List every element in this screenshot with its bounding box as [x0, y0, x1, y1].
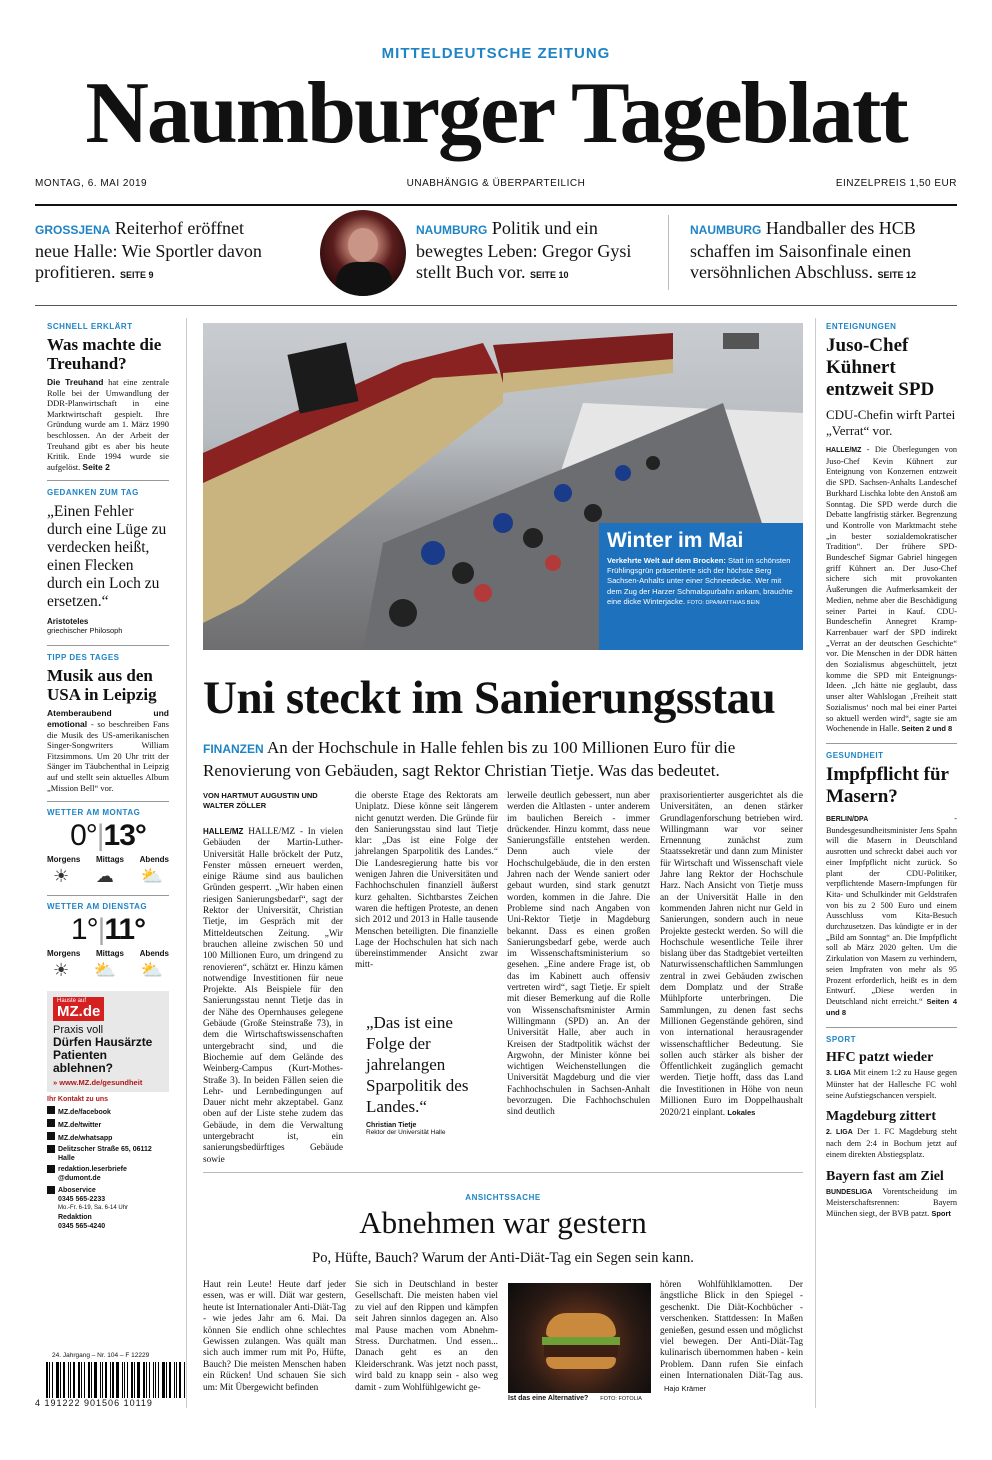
teaser-text: Reiterhof eröffnet neue Halle: Wie Sportler davon profitieren. — [35, 218, 262, 282]
partly-cloudy-icon: ⛅ — [93, 960, 117, 981]
teaser-1[interactable] — [35, 218, 275, 286]
issue-info: 24. Jahrgang – Nr. 104 – F 12229 — [52, 1352, 150, 1359]
opinion-c2-text: Sie sich in Deutschland in bester Gesellschaft. Die meisten haben viel zu viel auf den Rippen und kämpfen seit Jahren sinnlos dagegen an. Also mal Pause machen vom Abnehm-Stress. Durchatmen. Und essen... Danach geht es an den Kleiderschrank. Was jetzt noch passt, wird bald zu knapp sein - also weg damit - zum Wohlfühlgewicht ge- — [355, 1280, 498, 1393]
temp-low: 0° — [70, 819, 97, 853]
opinion-col-1 — [203, 1280, 346, 1394]
right-body-2 — [826, 814, 957, 1018]
article-col-2 — [355, 791, 498, 972]
burger-patty — [544, 1345, 618, 1357]
right-ref-2[interactable]: Seiten 4 und 8 — [826, 996, 958, 1017]
barcode-bar — [131, 1362, 133, 1398]
right-headline-2: Impfpflicht für Masern? — [826, 763, 949, 807]
barcode-bar — [127, 1362, 128, 1398]
col3-text: lerweile deutlich gebessert, nun aber werden die Altlasten - unter anderem im baulichen Bereich - immer drückender. Hinzu kommt, dass neue Sanierungsfälle entstehen werden. Denn auch viele der Hochschulgebäude, die in den ersten Jahren nach der Wende saniert oder gebaut wurden, sind stark genutzt worden, kommen in die Jahre. Die Probleme sind nach Angaben von Uni-Rektor Tietje in Magdeburg bekannt. Dass es einen großen Sanierungsbedarf gebe, werde auch im Wissenschaftsministerium so gesehen. „Eine andere Frage ist, ob das im Kabinett auch offensiv vertreten wird“, sagt Tietje. Er spielt mit dieser Bemerkung auf die Rolle von Wissenschaftsminister Armin Willingmann (SPD) an. An der Universität Halle, aber auch in Kreisen der Stadtpolitik wächst der Argwohn, der Minister könne bei wichtigen Weichenstellungen die Universität Magdeburg und die vier Fachhochschulen in Sachsen-Anhalt bevorzugen. Die Fachhochschulen sind deutlich — [507, 791, 650, 1118]
portrait-face — [348, 228, 378, 262]
mail-icon — [47, 1165, 55, 1173]
barcode-bar — [155, 1362, 156, 1398]
thought-role: griechischer Philosoph — [47, 626, 123, 636]
right-body-1 — [826, 445, 957, 735]
barcode-bar — [162, 1362, 165, 1398]
quote-text: „Das ist eine Folge der jahrelangen Sparpolitik des Landes.“ — [366, 1013, 469, 1116]
barcode-bar — [73, 1362, 75, 1398]
barcode-bar — [137, 1362, 140, 1398]
divider — [47, 895, 169, 896]
explain-body — [47, 377, 169, 472]
teaser-text: Politik und ein bewegtes Leben: Gregor Gysi stellt Buch vor. — [416, 218, 632, 282]
barcode-bar — [166, 1362, 167, 1398]
sport-body-3 — [826, 1187, 957, 1220]
partly-cloudy-icon: ⛅ — [140, 866, 163, 887]
barcode-bar — [112, 1362, 114, 1398]
explain-headline: Was machte die Treuhand? — [47, 335, 162, 373]
ad-link[interactable]: » www.MZ.de/gesundheit — [53, 1078, 143, 1088]
barcode-bar — [149, 1362, 150, 1398]
partly-cloudy-icon: ⛅ — [140, 960, 163, 981]
teaser-3[interactable] — [690, 218, 955, 286]
weather-monday-temps: 0°|13° — [70, 819, 146, 853]
main-photo — [203, 323, 803, 650]
teaser-portrait — [320, 210, 406, 296]
whatsapp-icon — [47, 1132, 55, 1140]
sport-body-3-text: Vorentscheidung im Meisterschaftsrennen: Bayern München siegt, der BVB patzt. — [826, 1186, 957, 1218]
divider — [826, 1027, 957, 1028]
tip-headline: Musik aus den USA in Leipzig — [47, 666, 157, 705]
phone-icon — [47, 1186, 55, 1194]
abo-label: Aboservice — [58, 1187, 96, 1195]
opinion-rule — [203, 1172, 803, 1173]
tip-lead: Atemberaubend und emotional — [47, 708, 169, 729]
divider — [826, 743, 957, 744]
sport-body-2 — [826, 1127, 957, 1160]
opinion-kicker: ANSICHTSSACHE — [465, 1193, 541, 1202]
barcode-bar — [124, 1362, 125, 1398]
barcode-bar — [60, 1362, 61, 1398]
barcode-bar — [91, 1362, 92, 1398]
col1-text: HALLE/MZ - In vielen Gebäuden der Martin-Luther-Universität Halle bröckelt der Putz, Fenster müssen erneuert werden, einige Räume sind aus baulichen Gründen gesperrt. „Wir haben einen riesigen Sanierungsbedarf“, sagt der Rektor der Universität, Christian Tietje, im Gespräch mit der Mitteldeutschen Zeitung. „Wir brauchen alleine zwischen 50 und 100 Millionen Euro, um dringend zu renovieren“, schätzt er. Hinzu kämen notwendige Investitionen für neue Projekte. Als Beispiele für den Sanierungsstau nennt Tietje das in der Nähe des Opernhauses gelegene Gebäude (Große Steinstraße 73), in dem die Wirtschaftswissenschaften untergebracht sind, und die Biochemie auf dem Gelände des Weinberg-Campus (Kurt-Mothes-Straße 3). In beiden Fällen seien die Lehr- und Lernbedingungen auf Dauer nicht mehr akzeptabel. Ganz oben auf der Liste stehe zudem das Gebäude, in dem die Verwaltung untergebracht ist, ein sanierungsbedürftiges Gebäude sowie — [203, 827, 343, 1165]
weather-tuesday-kicker: WETTER AM DIENSTAG — [47, 902, 148, 912]
caption-lead: Verkehrte Welt auf dem Brocken: — [607, 556, 726, 565]
opinion-col-4 — [660, 1280, 803, 1395]
barcode-bar — [46, 1362, 48, 1398]
divider — [47, 480, 169, 481]
label-evening: Abends — [139, 949, 169, 959]
sport-headline-2: Magdeburg zittert — [826, 1109, 937, 1125]
contact-facebook[interactable]: MZ.de/facebook — [47, 1106, 169, 1117]
red-phone: 0345 565-4240 — [58, 1223, 106, 1231]
barcode-bar — [84, 1362, 85, 1398]
contact-email[interactable]: redaktion.leserbriefe @dumont.de — [47, 1165, 169, 1183]
contact-twitter[interactable]: MZ.de/twitter — [47, 1119, 169, 1130]
barcode-bar — [116, 1362, 119, 1398]
contact-whatsapp[interactable]: MZ.de/whatsapp — [47, 1132, 169, 1143]
portrait-body — [336, 262, 392, 296]
explain-text: hat eine zentrale Rolle bei der Umwandlung der DDR-Planwirtschaft in eine Marktwirtschaft gespielt. Ihre Gründung wurde am 1. März 1990 beschlossen. An der Arbeit der Treuhand gibt es aber bis heute Kritik. Ende 1994 wurde sie aufgelöst. — [47, 377, 170, 472]
opinion-author: Hajo Krämer — [664, 1383, 707, 1393]
sun-icon: ☀ — [53, 960, 70, 981]
mz-logo — [53, 997, 104, 1021]
barcode-bar — [68, 1362, 69, 1398]
barcode-bar — [94, 1362, 97, 1398]
teaser-kicker: NAUMBURG — [690, 223, 762, 237]
sport-body-1-text: Mit einem 1:2 zu Hause gegen Münster hat der Hallesche FC wohl seine Aufstiegschancen verspielt. — [826, 1068, 957, 1100]
teaser-2[interactable] — [416, 218, 646, 286]
red-label: Redaktion — [58, 1214, 92, 1222]
label-noon: Mittags — [96, 949, 124, 959]
barcode-bar — [143, 1362, 145, 1398]
weather-monday-icons — [47, 864, 169, 889]
burger-lettuce — [542, 1337, 620, 1345]
temp-high: 11° — [104, 913, 146, 947]
right-ref-1[interactable]: Seiten 2 und 8 — [901, 724, 953, 734]
byline: VON HARTMUT AUGUSTIN UND WALTER ZÖLLER — [203, 791, 318, 810]
left-column — [47, 322, 169, 1231]
barcode-bar — [158, 1362, 159, 1398]
main-dek-text: An der Hochschule in Halle fehlen bis zu 100 Millionen Euro für die Renovierung von Gebäuden, sagt Rektor Christian Tietje. Was das bedeutet. — [203, 738, 736, 780]
sun-cloud-icon: ☀ — [53, 866, 70, 887]
teaser-divider — [668, 215, 669, 290]
mz-brand: MZ.de — [57, 1003, 101, 1021]
location-icon — [47, 1145, 55, 1153]
divider — [47, 801, 169, 802]
barcode-bar — [102, 1362, 103, 1398]
pull-quote — [366, 1012, 494, 1136]
burger-credit: FOTO: FOTOLIA — [600, 1396, 642, 1402]
weather-tuesday-icons — [47, 958, 169, 983]
barcode-bar — [176, 1362, 177, 1398]
contact-box — [47, 1092, 169, 1231]
burger-caption-text: Ist das eine Alternative? — [508, 1395, 589, 1402]
right-subhead-1: CDU-Chefin wirft Partei „Verrat“ vor. — [826, 407, 956, 438]
barcode-bar — [153, 1362, 155, 1398]
dateline: BERLIN/DPA — [826, 815, 869, 823]
sport-ref[interactable]: Sport — [931, 1208, 951, 1218]
photo-caption-box — [599, 523, 803, 650]
photo-title: Winter im Mai — [607, 529, 744, 552]
teaser-ref: SEITE 9 — [119, 270, 154, 280]
barcode-bar — [122, 1362, 123, 1398]
photo-credit: FOTO: DPA/MATTHIAS BEIN — [687, 599, 760, 606]
ad-subhead: Praxis voll — [53, 1024, 104, 1037]
weather-labels — [47, 949, 169, 958]
barcode — [46, 1362, 186, 1398]
barcode-bar — [52, 1362, 53, 1398]
opinion-col-2 — [355, 1280, 498, 1394]
main-headline: Uni steckt im Sanierungsstau — [203, 672, 776, 724]
sport-headline-1: HFC patzt wieder — [826, 1050, 934, 1066]
teaser-kicker: GROSSJENA — [35, 223, 111, 237]
col2-text: die oberste Etage des Rektorats am Uniplatz. Diese könne seit längerem nicht genutzt werden. Die Gründe für den Sanierungsstau sind laut Tietje klar: „Das ist eine Folge der jahrelangen Sparpolitik des Landes.“ Die Landesregierung hatte bis vor wenigen Jahren die Universitäten und Fachhochschulen finanziell äußerst kurz gehalten. Sichtbarstes Zeichen waren die heftigen Proteste, an denen sich 2012 und 2013 in Halle tausende Menschen beteiligten. Die finanzielle Lage der Hochschulen hat sich nach übereinstimmender Ansicht zwar mitt- — [355, 791, 498, 971]
right-body-2-text: - Bundesgesundheitsminister Jens Spahn will die Masern in Deutschland ausrotten und schreckt dabei auch vor einer Impfpflicht nicht zurück. So plant der CDU-Politiker, verpflichtende Masern-Impfungen für Kita- und Schulkinder mit Geldstrafen von bis zu 2 500 Euro und einem Ausschluss vom Kita-Besuch durchzusetzen. Das kündigte er in der „Bild am Sonntag“ an. Die Impfpflicht soll ab März 2020 gelten. Um die Zirkulation von Masern zu verhindern, seien Impfraten von mehr als 95 Prozent erforderlich, heißt es in dem Entwurf. „Diese werden in Deutschland nicht erreicht.“ — [826, 813, 957, 1006]
col4-ref[interactable]: Lokales — [727, 1108, 756, 1118]
dateline: HALLE/MZ — [826, 447, 862, 454]
weather-labels — [47, 855, 169, 864]
abo-hours: Mo.-Fr. 6-19, Sa. 6-14 Uhr — [58, 1205, 129, 1212]
burger-bun-top — [546, 1313, 616, 1337]
sport-lead: BUNDESLIGA — [826, 1188, 873, 1196]
weather-monday-kicker: WETTER AM MONTAG — [47, 808, 141, 818]
sport-headline-3: Bayern fast am Ziel — [826, 1168, 944, 1184]
teaser-kicker: NAUMBURG — [416, 223, 488, 237]
rain-cloud-icon: ☁ — [95, 866, 114, 887]
mz-tag: Hauste auf — [57, 998, 87, 1005]
barcode-bar — [100, 1362, 101, 1398]
sport-body-2-text: Der 1. FC Magdeburg steht nach dem 2:4 in Bochum jetzt auf einem direkten Abstiegsplatz. — [826, 1127, 958, 1159]
col4-text: praxisorientierter ausgerichtet als die Universitäten, an denen stärker Grundlagenforschung betrieben wird. Willingmann war vor seiner Ernennung zunächst zum Staatssekretär und dann zum Minister für Wirtschaft und Wissenschaft viele Jahre lang Rektor der Hochschule Harz. Nach Ansicht von Tietje muss an der Universität Halle in den kommenden Jahren nicht nur Geld in Sanierungen, sondern auch in neue Projekte gesteckt werden. So will die Hochschule wesentliche Teile ihrer bislang über das Stadtgebiet verteilten Naturwissenschaftlichen Sammlungen zentral in zwei Gebäuden zwischen dem Domplatz und der Straße Mühlpforte unterbringen. Die Sammlungen, zu denen fast sechs Millionen Gegenstände gehören, sind von international herausragender wissenschaftlicher Bedeutung. Sie sollen auch stärker als bisher der Öffentlichkeit zugänglich gemacht werden. Tietje hofft, dass das Land die Investitionen in Höhe von neun Millionen Euro im Doppelhaushalt 2020/21 einplant. — [660, 791, 803, 1119]
issue-date: MONTAG, 6. MAI 2019 — [35, 178, 148, 189]
barcode-bar — [49, 1362, 50, 1398]
explain-ref[interactable]: Seite 2 — [82, 461, 110, 472]
tip-kicker: TIPP DES TAGES — [47, 653, 120, 663]
teaser-text: Handballer des HCB schaffen im Saisonfinale einen versöhnlichen Abschluss. — [690, 218, 916, 282]
barcode-bar — [169, 1362, 171, 1398]
divider — [47, 645, 169, 646]
contact-heading: Ihr Kontakt zu uns — [47, 1096, 109, 1104]
barcode-bar — [88, 1362, 90, 1398]
right-divider — [815, 318, 816, 1408]
barcode-bar — [184, 1362, 185, 1398]
masthead-motto: UNABHÄNGIG & ÜBERPARTEILICH — [406, 178, 586, 189]
abo-phone: 0345 565-2233 — [58, 1196, 106, 1204]
burger-caption — [508, 1395, 642, 1402]
burger-bun-bottom — [546, 1357, 616, 1369]
tip-body — [47, 708, 169, 793]
label-evening: Abends — [139, 855, 169, 865]
right-body-1-text: - Die Überlegungen von Juso-Chef Kevin Kühnert zur Enteignung von Konzernen entzweit die SPD. Sachsen-Anhalts Landeschef Burkhard Lischka lobte den Anstoß am Sonntag. Die SPD werde durch die Debatte langfristig stärker. Begrenzung und Kontrolle von Marktmacht stehe „in bester sozialdemokratischer Tradition“. Der frühere SPD-Bundeschef Sigmar Gabriel hingegen griff Kühnert an. Der Juso-Chef sichere sich mit provokanten Äußerungen die Aufmerksamkeit der Medien, nehme aber die Beschädigung seiner Partei in Kauf. CDU-Bundeschefin Annegret Kramp-Karrenbauer warf der SPD indirekt „Verrat an der deutschen Geschichte“ vor. Die Menschen in der DDR hätten den Sozialismus abgeschüttelt, jetzt komme die SPD mit Enteignungs-Ideen. „Ich hätte nie geglaubt, dass unser alter Wahlslogan ‚Freiheit statt Sozialismus‘ noch mal bei einer Partei so aktuell werden wird“, sagte sie am Wochenende in Halle. — [826, 445, 957, 734]
newspaper-title: Naumburger Tageblatt — [85, 65, 907, 162]
right-column — [826, 322, 957, 1220]
article-col-4 — [660, 791, 803, 1120]
barcode-bar — [174, 1362, 175, 1398]
article-col-1: HALLE/MZ HALLE/MZ - In vielen Gebäuden der Martin-Luther-Universität Halle bröckelt der Putz, Fenster müssen erneuert werden, einige Räume sind aus baulichen Gründen gesperrt. „Wir haben einen riesigen Sanierungsbedarf“, sagt der Rektor der Universität, Christian Tietje, im Gespräch mit der Mitteldeutschen Zeitung. „Wir brauchen alleine zwischen 50 und 100 Millionen Euro, um dringend zu renovieren“, schätzt er. Hinzu kämen notwendige Investitionen für neue Projekte. Als Beispiele für den Sanierungsstau nennt Tietje das in der Nähe des Opernhauses gelegene Gebäude (Große Steinstraße 73), in dem die Wirtschaftswissenschaften untergebracht sind, und die Biochemie auf dem Gelände des Weinberg-Campus (Kurt-Mothes-Straße 3). In beiden Fällen seien die Lehr- und Lernbedingungen auf Dauer nicht mehr akzeptabel. Ganz oben auf der Liste stehe zudem das Gebäude, in dem die Verwaltung untergebracht ist, ein sanierungsbedürftiges Gebäude sowie — [203, 827, 343, 1165]
barcode-bar — [134, 1362, 135, 1398]
barcode-bar — [146, 1362, 147, 1398]
sport-lead: 2. LIGA — [826, 1129, 853, 1137]
facebook-icon — [47, 1106, 55, 1114]
teaser-rule — [35, 305, 957, 306]
barcode-bar — [56, 1362, 59, 1398]
barcode-bar — [81, 1362, 82, 1398]
right-headline-1: Juso-Chef Kühnert entzweit SPD — [826, 335, 935, 400]
caption-text: Statt im schönsten Frühlingsgrün präsentierte sich der höchste Berg Sachsen-Anhalts unter einer Schneedecke. Wer mit dem Zug der Harzer Schmalspurbahn ankam, brauchte eine dicke Winterjacke. — [607, 556, 793, 606]
main-dek — [203, 737, 803, 781]
barcode-bars — [46, 1362, 186, 1398]
contact-phones — [47, 1186, 169, 1231]
opinion-dek: Po, Hüfte, Bauch? Warum der Anti-Diät-Tag ein Segen sein kann. — [312, 1250, 694, 1266]
teaser-ref: SEITE 12 — [877, 270, 917, 280]
sport-lead: 3. LIGA — [826, 1070, 851, 1078]
quote-role: Rektor der Universität Halle — [366, 1129, 446, 1136]
teaser-ref: SEITE 10 — [530, 270, 569, 280]
barcode-bar — [105, 1362, 107, 1398]
issue-price: EINZELPREIS 1,50 EUR — [835, 178, 957, 189]
quote-name: Christian Tietje — [366, 1122, 417, 1129]
masthead-supertitle: MITTELDEUTSCHE ZEITUNG — [381, 45, 611, 62]
temp-low: 1° — [70, 913, 98, 947]
explain-kicker: SCHNELL ERKLÄRT — [47, 322, 133, 331]
main-kicker: FINANZEN — [203, 742, 264, 756]
left-divider — [186, 318, 187, 1408]
barcode-bar — [110, 1362, 111, 1398]
twitter-icon — [47, 1119, 55, 1127]
contact-address: Delitzscher Straße 65, 06112 Halle — [47, 1145, 169, 1163]
mz-ad-box[interactable] — [47, 991, 169, 1092]
label-morning: Morgens — [47, 949, 81, 959]
right-kicker-3: SPORT — [826, 1035, 857, 1045]
weather-tuesday-temps: 1°|11° — [70, 913, 146, 947]
ad-headline: Dürfen Hausärzte Patienten ablehnen? — [53, 1035, 153, 1076]
barcode-bar — [179, 1362, 181, 1398]
opinion-c1-text: Haut rein Leute! Heute darf jeder essen, was er will. Diät war gestern, heute ist Internationaler Anti-Diät-Tag - wie jedes Jahr am 6. Mai. Da können Sie endlich ohne schlechtes Gewissen zulangen. Was quält man sich auch immer rum mit Po, Hüfte, Bauch? Die meisten Menschen haben ein Rücken! Und schauen Sie sich um: Mit Übergewicht befinden — [203, 1280, 346, 1393]
sport-body-1 — [826, 1068, 957, 1101]
thought-quote: „Einen Fehler durch eine Lüge zu verdecken heißt, einen Flecken durch ein Loch zu ersetzen.“ — [47, 503, 167, 611]
barcode-bar — [78, 1362, 81, 1398]
label-morning: Morgens — [47, 855, 81, 865]
barcode-bar — [70, 1362, 71, 1398]
thought-author: Aristoteles — [47, 617, 89, 627]
label-noon: Mittags — [96, 855, 124, 865]
thought-kicker: GEDANKEN ZUM TAG — [47, 488, 139, 498]
article-col-3 — [507, 791, 650, 1119]
barcode-bar — [63, 1362, 65, 1398]
explain-lead: Die Treuhand — [47, 377, 104, 387]
masthead-rule — [35, 204, 957, 206]
tip-text: - so beschreiben Fans die Musik des US-amerikanischen Singer-Songwriters William Fitzsimmons. Um 20 Uhr tritt der Sänger im Täubchenthal in Leipzig auf und stellt sein aktuelles Album „Mission Bell“ vor. — [47, 718, 169, 793]
right-kicker-2: GESUNDHEIT — [826, 750, 884, 760]
temp-high: 13° — [103, 819, 146, 853]
burger-photo — [508, 1283, 651, 1393]
photo-caption — [607, 556, 795, 608]
barcode-number: 4 191222 901506 10119 — [35, 1398, 153, 1408]
opinion-headline: Abnehmen war gestern — [359, 1205, 647, 1240]
opinion-c4-text: hören Wohlfühlklamotten. Der ängstliche Blick in den Spiegel - geschenkt. Die Diät-Kochbücher - verschenken. Stattdessen: In Maßen genießen, gesund essen und möglichst viel bewegen. Der Anti-Diät-Tag kulinarisch übernommen haben - kein Problem. Dann rufen Sie einfach einen Internationalen Diät-Tag aus. — [660, 1280, 803, 1382]
right-kicker-1: ENTEIGNUNGEN — [826, 322, 897, 331]
